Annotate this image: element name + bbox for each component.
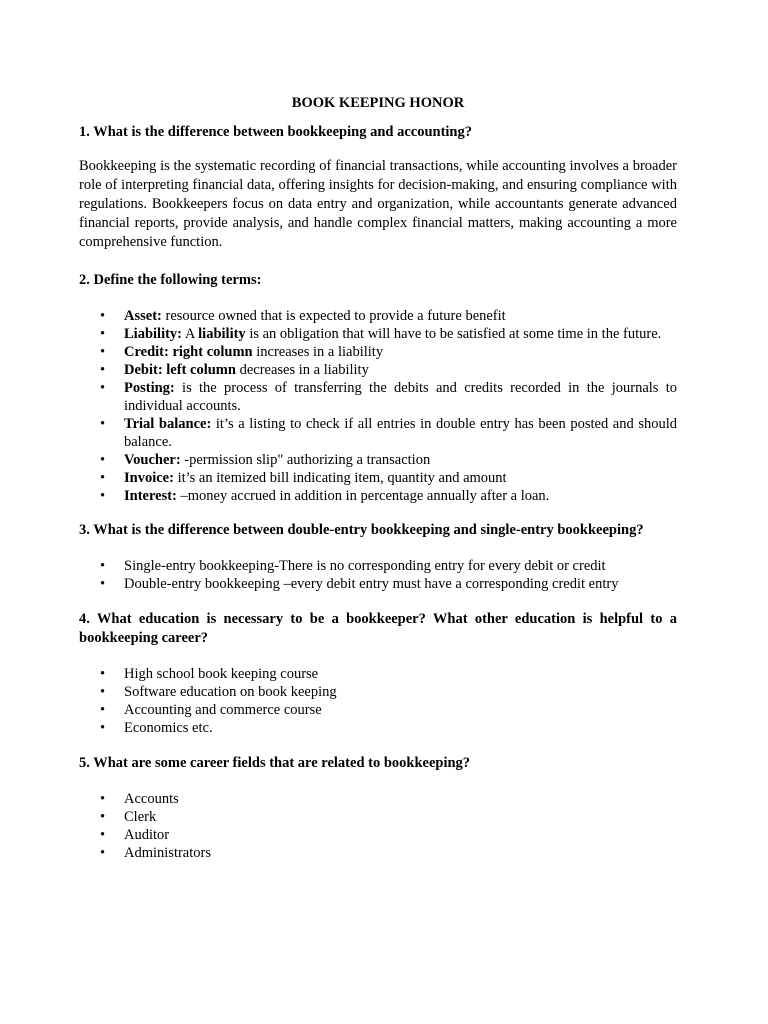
- bullet: •: [100, 416, 106, 432]
- bookkeeping-types-list: [79, 557, 677, 593]
- list-item-text: Accounts: [124, 791, 179, 807]
- bullet: •: [100, 362, 106, 378]
- term-label: Interest:: [124, 488, 177, 504]
- list-item-text: Clerk: [124, 809, 157, 825]
- term-definition: it’s an itemized bill indicating item, quantity and amount: [173, 470, 507, 486]
- bullet: •: [100, 380, 106, 396]
- bullet: •: [100, 791, 106, 807]
- list-item: [79, 343, 677, 361]
- question-1: 1. What is the difference between bookkeeping and accounting?: [79, 124, 472, 140]
- list-item: [79, 844, 677, 862]
- list-item: [79, 557, 677, 575]
- term-definition: resource owned that is expected to provide a future benefit: [161, 308, 506, 324]
- education-list: [79, 665, 677, 737]
- list-item: [79, 701, 677, 719]
- list-item-text: Accounting and commerce course: [124, 702, 322, 718]
- terms-list: [79, 307, 677, 505]
- list-item-text: Administrators: [124, 845, 211, 861]
- bullet: •: [100, 684, 106, 700]
- term-label: Liability:: [124, 326, 183, 342]
- bullet: •: [100, 470, 106, 486]
- term-definition: it’s a listing to check if all entries in double entry has been posted and should balance.: [124, 416, 677, 450]
- term-label: Credit: right column: [124, 344, 253, 360]
- term-emphasis: liability: [198, 326, 246, 342]
- list-item: [79, 325, 677, 343]
- list-item-text: Auditor: [124, 827, 170, 843]
- document-page: [79, 94, 677, 862]
- term-label: Voucher:: [124, 452, 181, 468]
- bullet: •: [100, 827, 106, 843]
- term-definition: -permission slip" authorizing a transaction: [180, 452, 431, 468]
- bullet: •: [100, 576, 106, 592]
- list-item-text: Software education on book keeping: [124, 684, 337, 700]
- list-item: [79, 451, 677, 469]
- term-definition: –money accrued in addition in percentage annually after a loan.: [176, 488, 550, 504]
- bullet: •: [100, 809, 106, 825]
- term-label: Posting:: [124, 380, 175, 396]
- term-definition: decreases in a liability: [235, 362, 369, 378]
- bullet: •: [100, 452, 106, 468]
- term-definition: is an obligation that will have to be satisfied at some time in the future.: [245, 326, 662, 342]
- list-item: [79, 487, 677, 505]
- answer-1: Bookkeeping is the systematic recording of financial transactions, while accounting involves a broader role of interpreting financial data, offering insights for decision-making, and ensuring compliance with regulations. Bookkeepers focus on data entry and organization, while accountants generate advanced financial reports, provide analysis, and handle complex financial matters, making accounting a more comprehensive function.: [79, 158, 677, 250]
- list-item: [79, 826, 677, 844]
- list-item: [79, 361, 677, 379]
- term-prefix: A: [182, 326, 199, 342]
- question-2: 2. Define the following terms:: [79, 272, 262, 288]
- bullet: •: [100, 488, 106, 504]
- bullet: •: [100, 845, 106, 861]
- list-item: [79, 307, 677, 325]
- question-3: 3. What is the difference between double-entry bookkeeping and single-entry bookkeeping?: [79, 522, 644, 538]
- bullet: •: [100, 666, 106, 682]
- list-item: [79, 379, 677, 415]
- list-item-text: High school book keeping course: [124, 666, 319, 682]
- list-item-text: Double-entry bookkeeping –every debit entry must have a corresponding credit entry: [124, 576, 619, 592]
- list-item: [79, 808, 677, 826]
- question-5: 5. What are some career fields that are related to bookkeeping?: [79, 755, 471, 771]
- list-item-text: Single-entry bookkeeping-There is no corresponding entry for every debit or credit: [124, 558, 606, 574]
- term-definition: is the process of transferring the debits and credits recorded in the journals to individual accounts.: [124, 380, 677, 414]
- bullet: •: [100, 558, 106, 574]
- list-item: [79, 719, 677, 737]
- term-label: Asset:: [124, 308, 162, 324]
- term-label: Debit: left column: [124, 362, 236, 378]
- question-4: 4. What education is necessary to be a bookkeeper? What other education is helpful to a bookkeeping career?: [79, 611, 677, 646]
- list-item: [79, 469, 677, 487]
- term-label: Trial balance:: [124, 416, 212, 432]
- page-title: BOOK KEEPING HONOR: [291, 95, 465, 111]
- list-item-text: Economics etc.: [124, 720, 213, 736]
- bullet: •: [100, 720, 106, 736]
- list-item: [79, 415, 677, 451]
- bullet: •: [100, 308, 106, 324]
- career-fields-list: [79, 790, 677, 862]
- term-label: Invoice:: [124, 470, 174, 486]
- list-item: [79, 790, 677, 808]
- bullet: •: [100, 326, 106, 342]
- term-definition: increases in a liability: [252, 344, 384, 360]
- bullet: •: [100, 344, 106, 360]
- list-item: [79, 575, 677, 593]
- list-item: [79, 683, 677, 701]
- list-item: [79, 665, 677, 683]
- bullet: •: [100, 702, 106, 718]
